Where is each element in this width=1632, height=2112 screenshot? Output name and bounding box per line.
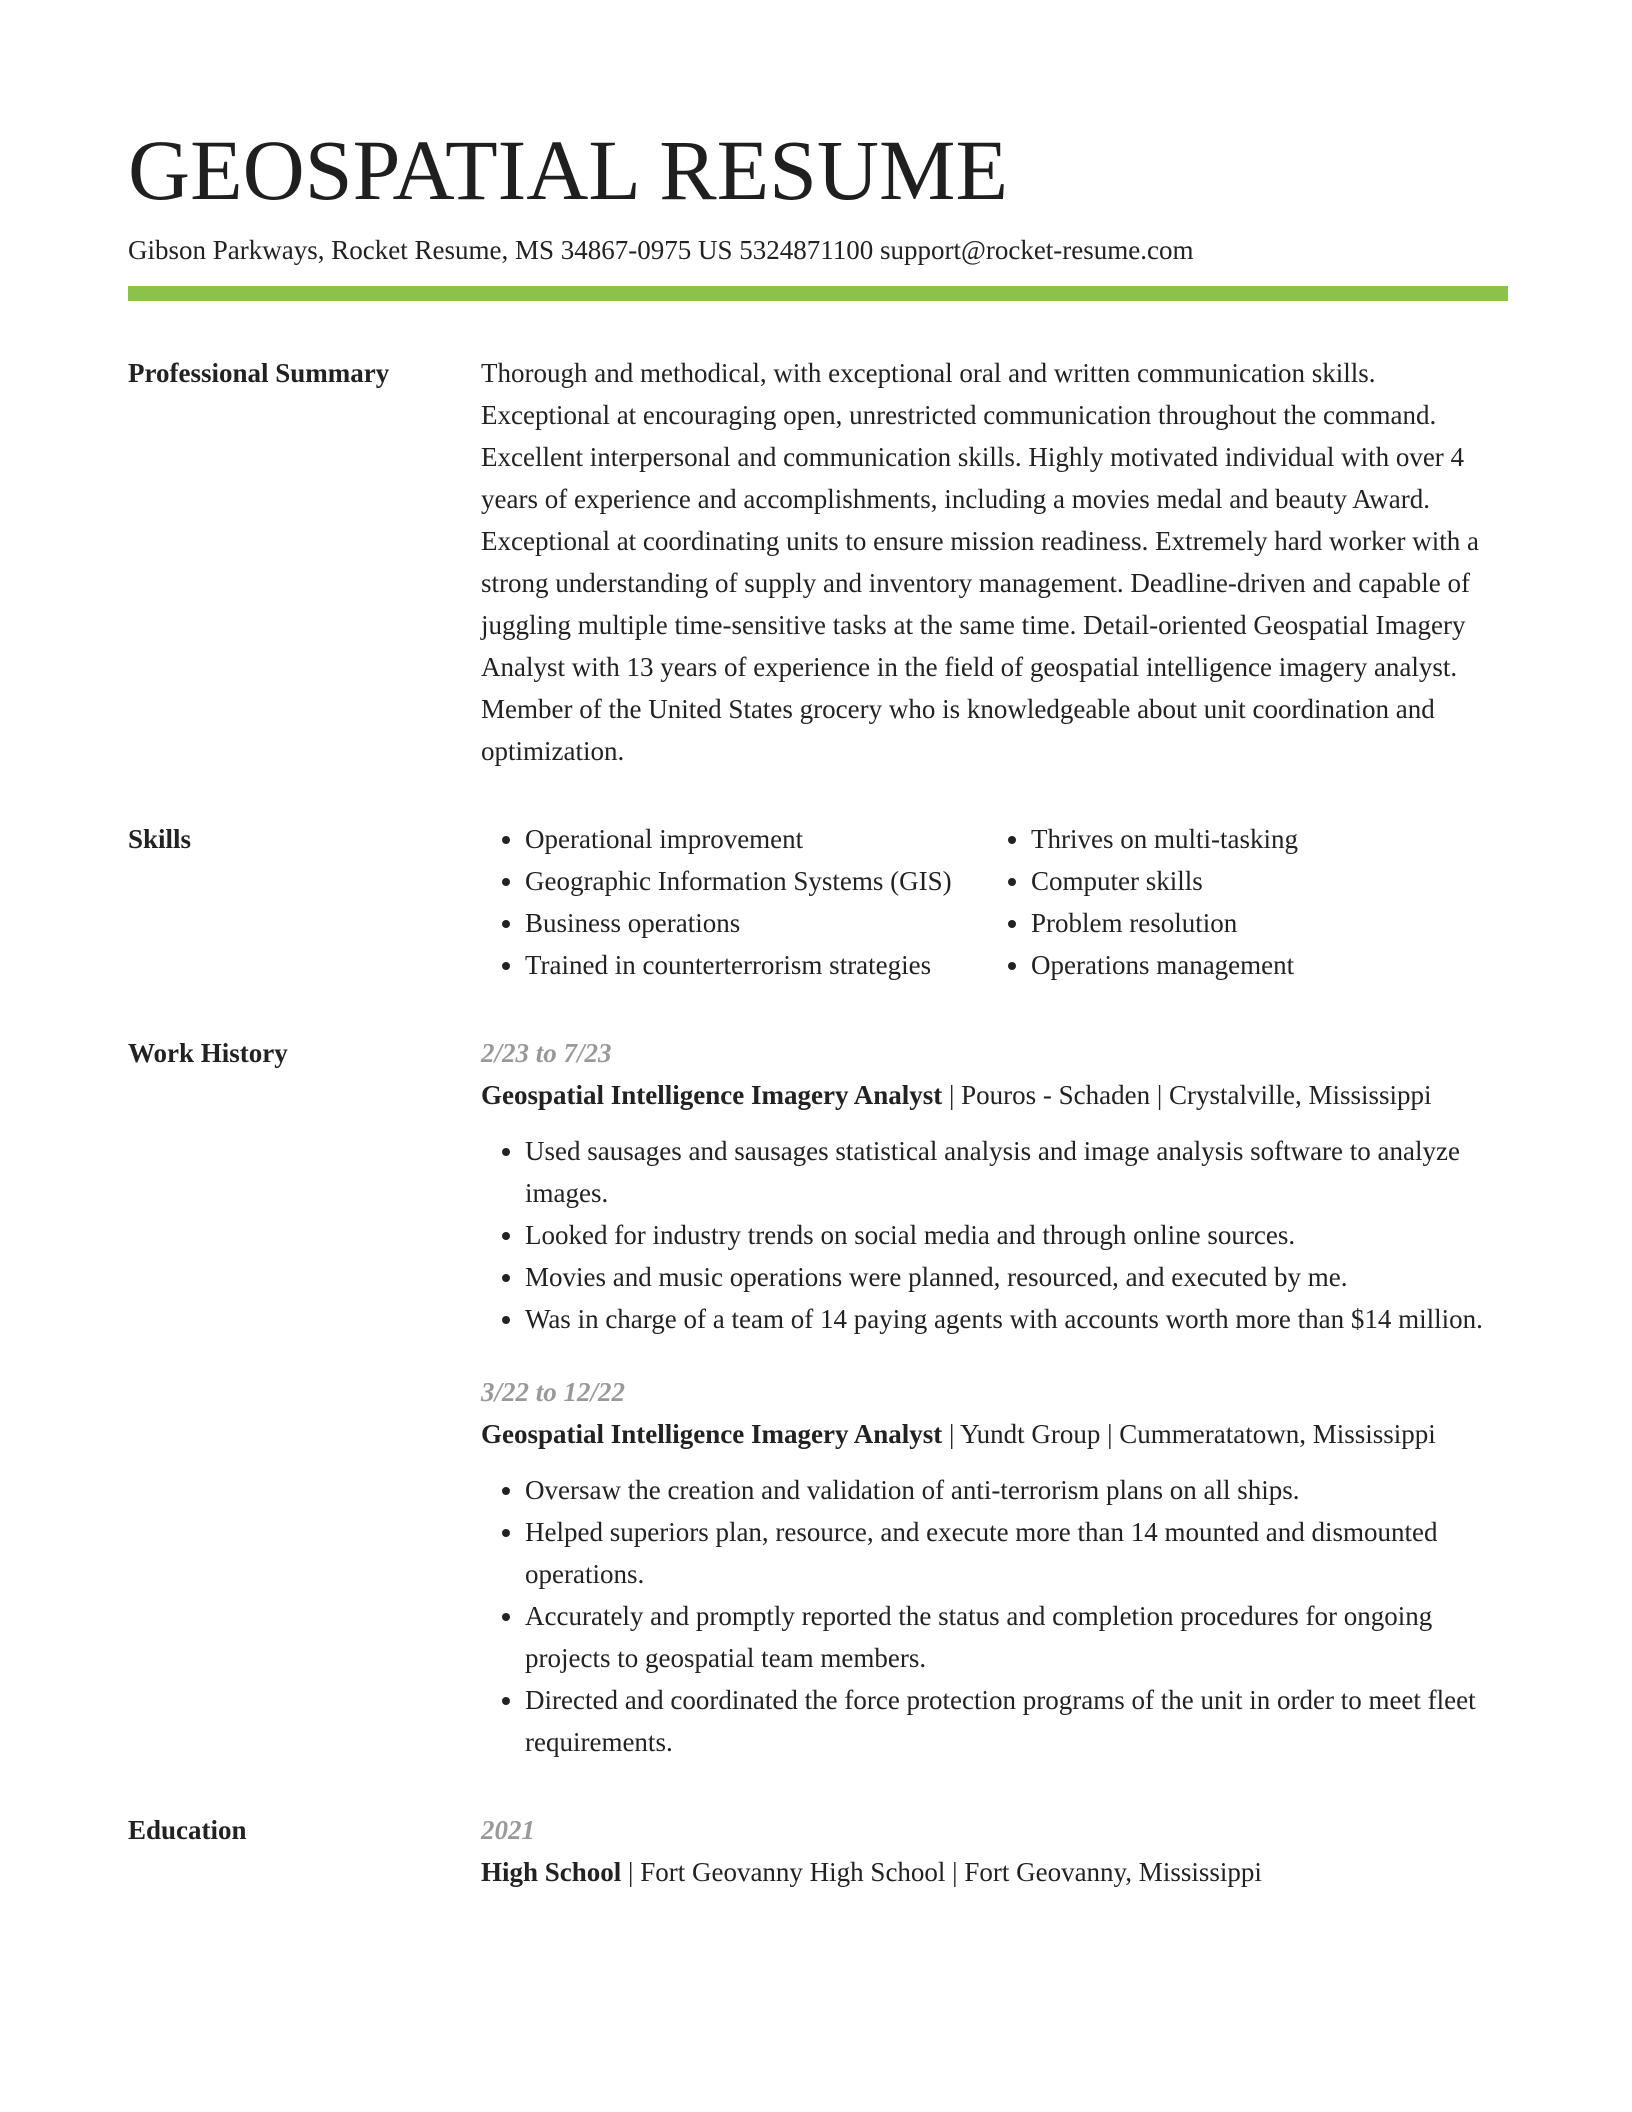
skill-item: • Operational improvement (525, 818, 987, 860)
skills-section (128, 818, 1508, 986)
work-history-label: Work History (128, 1038, 288, 1068)
skills-label: Skills (128, 824, 192, 854)
education-heading (481, 1851, 1508, 1893)
education-content (481, 1809, 1508, 1893)
job-title: Geospatial Intelligence Imagery Analyst (481, 1419, 943, 1449)
skills-column-2 (987, 818, 1298, 986)
work-history-content (481, 1032, 1508, 1763)
job-bullet: • Oversaw the creation and validation of anti-terrorism plans on all ships. (525, 1469, 1508, 1511)
resume-title: GEOSPATIAL RESUME (128, 122, 1009, 218)
education-section (128, 1809, 1508, 1893)
education-label: Education (128, 1815, 247, 1845)
education-degree: High School (481, 1857, 622, 1887)
job-bullets (481, 1469, 1508, 1763)
work-history-section (128, 1032, 1508, 1763)
resume-page (128, 118, 1508, 1893)
skill-item: • Business operations (525, 902, 987, 944)
contact-line: Gibson Parkways, Rocket Resume, MS 34867-0975 US 5324871100 support@rocket-resume.com (128, 235, 1194, 265)
skill-item: • Operations management (1031, 944, 1298, 986)
job-details: | Pouros - Schaden | Crystalville, Mississippi (942, 1080, 1432, 1110)
job-entry (481, 1032, 1508, 1340)
summary-label: Professional Summary (128, 358, 390, 388)
job-bullets (481, 1130, 1508, 1340)
job-heading (481, 1413, 1508, 1455)
skill-item: • Thrives on multi-tasking (1031, 818, 1298, 860)
job-date: 3/22 to 12/22 (481, 1377, 626, 1407)
job-bullet: • Used sausages and sausages statistical analysis and image analysis software to analyze images. (525, 1130, 1508, 1214)
skills-grid (481, 818, 1508, 986)
job-bullet: • Movies and music operations were planned, resourced, and executed by me. (525, 1256, 1508, 1298)
job-details: | Yundt Group | Cummeratatown, Mississippi (942, 1419, 1436, 1449)
job-bullet: • Accurately and promptly reported the status and completion procedures for ongoing projects to geospatial team members. (525, 1595, 1508, 1679)
education-details: | Fort Geovanny High School | Fort Geovanny, Mississippi (621, 1857, 1262, 1887)
header-divider (128, 286, 1508, 301)
skill-item: • Geographic Information Systems (GIS) (525, 860, 987, 902)
education-date: 2021 (481, 1815, 535, 1845)
skills-content (481, 818, 1508, 986)
job-entry (481, 1371, 1508, 1763)
job-title: Geospatial Intelligence Imagery Analyst (481, 1080, 943, 1110)
job-date: 2/23 to 7/23 (481, 1038, 612, 1068)
skill-item: • Trained in counterterrorism strategies (525, 944, 987, 986)
job-bullet: • Directed and coordinated the force protection programs of the unit in order to meet fleet requirements. (525, 1679, 1508, 1763)
skills-column-1 (481, 818, 987, 986)
summary-text: Thorough and methodical, with exceptional oral and written communication skills. Exceptional at encouraging open, unrestricted communication throughout the command. Excellent interpersonal and communication skills. Highly motivated individual with over 4 years of experience and accomplishments, including a movies medal and beauty Award. Exceptional at coordinating units to ensure mission readiness. Extremely hard worker with a strong understanding of supply and inventory management. Deadline-driven and capable of juggling multiple time-sensitive tasks at the same time. Detail-oriented Geospatial Imagery Analyst with 13 years of experience in the field of geospatial intelligence imagery analyst. Member of the United States grocery who is knowledgeable about unit coordination and optimization. (481, 358, 1479, 766)
job-heading (481, 1074, 1508, 1116)
skill-item: • Computer skills (1031, 860, 1298, 902)
job-bullet: • Helped superiors plan, resource, and execute more than 14 mounted and dismounted operations. (525, 1511, 1508, 1595)
job-bullet: • Was in charge of a team of 14 paying agents with accounts worth more than $14 million. (525, 1298, 1508, 1340)
job-bullet: • Looked for industry trends on social media and through online sources. (525, 1214, 1508, 1256)
summary-content (481, 352, 1508, 772)
skill-item: • Problem resolution (1031, 902, 1298, 944)
summary-section (128, 352, 1508, 772)
